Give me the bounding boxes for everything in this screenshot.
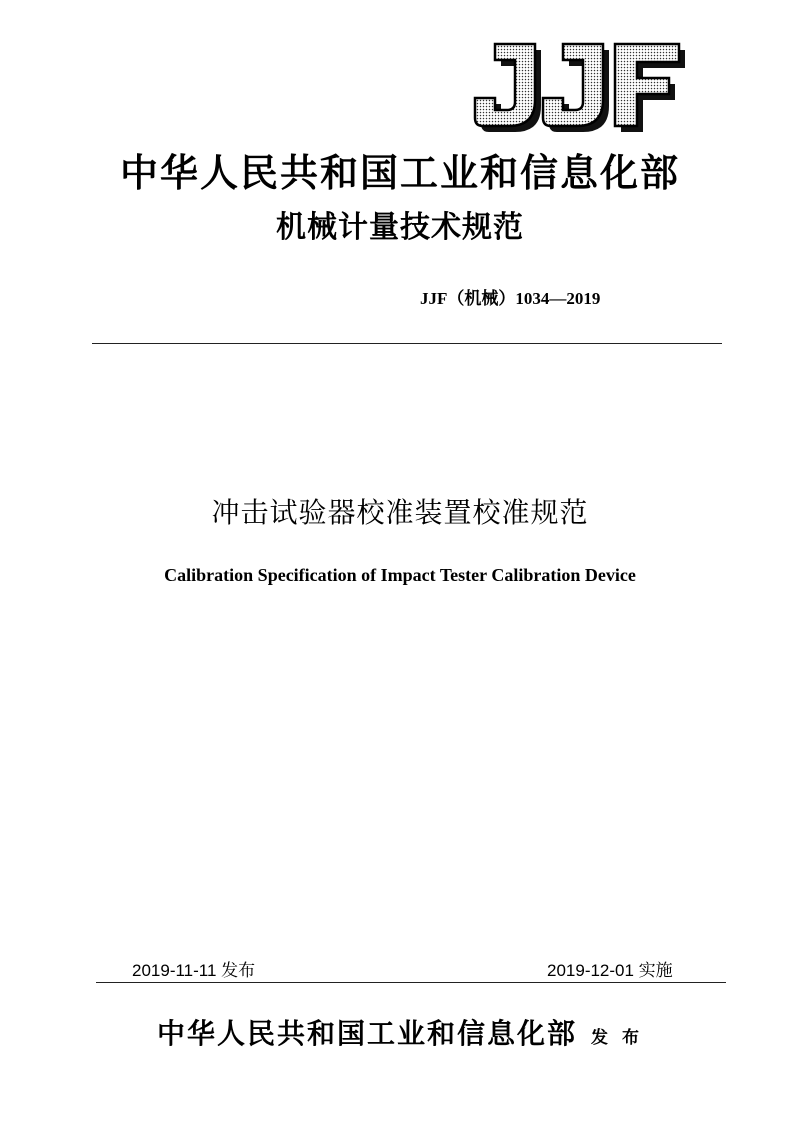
issuing-ministry-title: 中华人民共和国工业和信息化部 [119,150,680,195]
document-title-chinese: 冲击试验器校准装置校准规范 [211,496,589,529]
issue-date: 2019-11-11 发布 [132,961,256,980]
jjf-logo-icon [473,42,689,134]
publish-label: 发 布 [591,1028,643,1048]
document-title-english: Calibration Specification of Impact Tester Calibration Device [164,565,636,585]
standard-number: JJF（机械）1034—2019 [420,289,601,308]
implementation-date: 2019-12-01 实施 [547,961,673,980]
top-divider [92,343,722,344]
publisher-name: 中华人民共和国工业和信息化部 [157,1017,578,1050]
publisher-line [0,1012,800,1052]
specification-series-title: 机械计量技术规范 [276,210,524,245]
bottom-divider [96,982,726,983]
